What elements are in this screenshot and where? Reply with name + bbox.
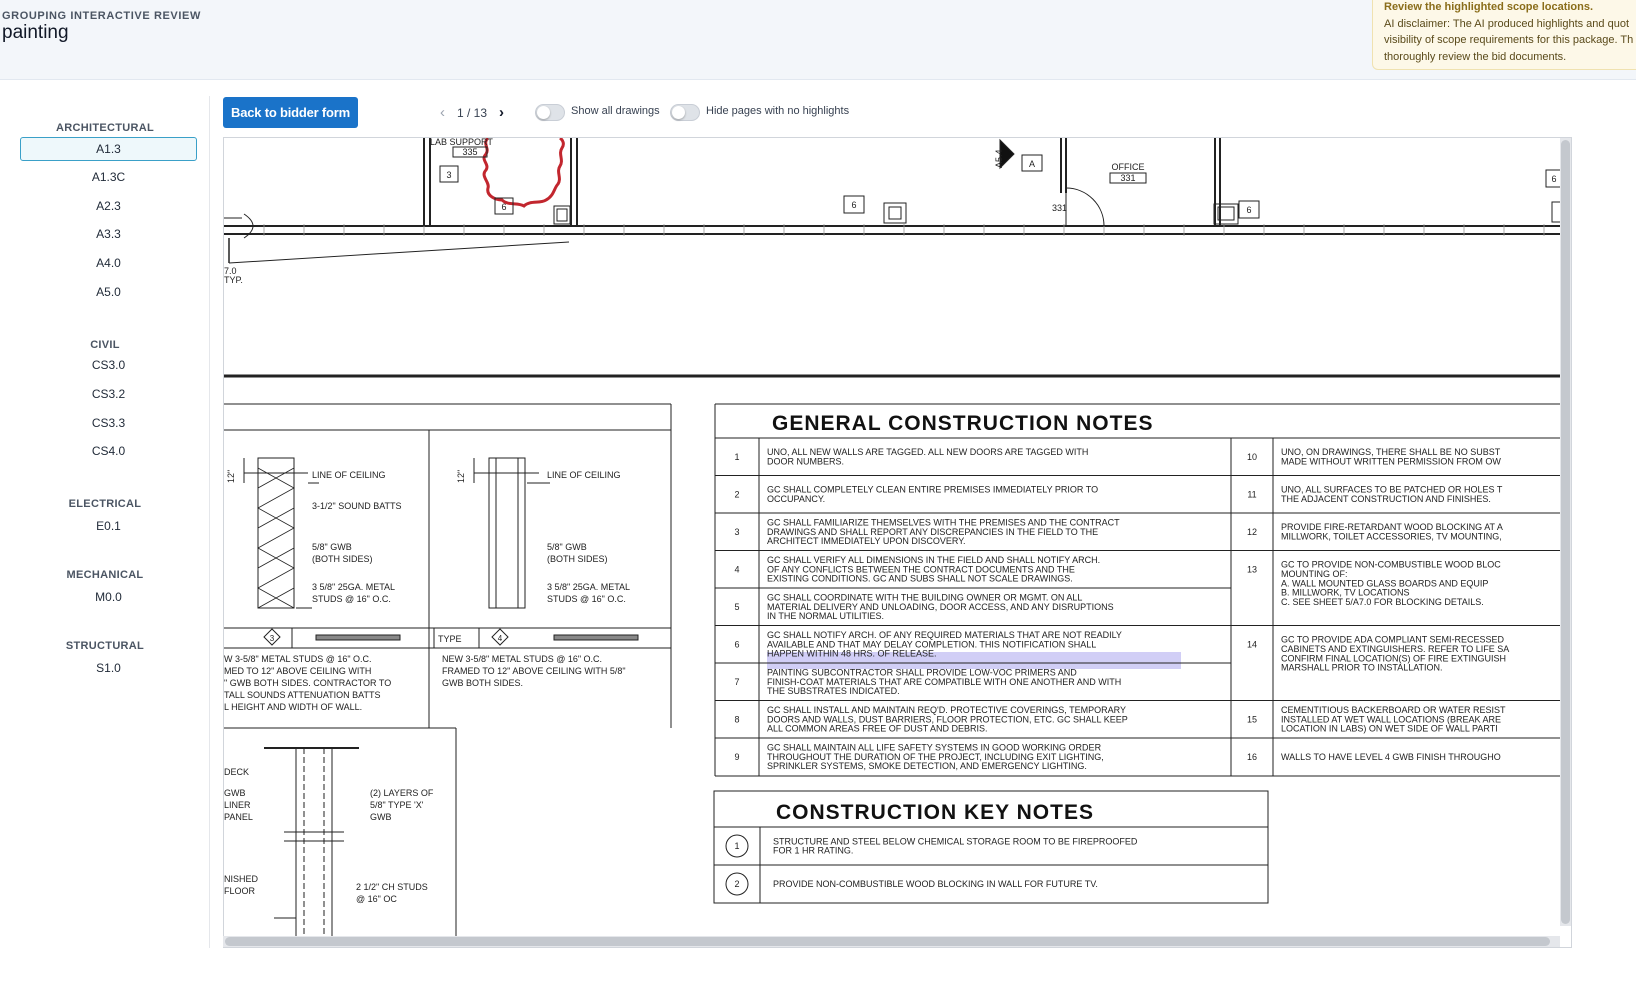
note-text: GC SHALL NOTIFY ARCH. OF ANY REQUIRED MATERIALS THAT ARE NOT READILY bbox=[767, 629, 1122, 640]
wall-tag-6: 6 bbox=[851, 200, 857, 210]
deck-label: DECK bbox=[224, 767, 250, 777]
note-text: THE SUBSTRATES INDICATED. bbox=[767, 686, 900, 697]
disclaimer-heading: Review the highlighted scope locations. bbox=[1384, 1, 1594, 13]
note-text: DOORS AND WALLS, DUST BARRIERS, FLOOR PROTECTION, ETC. GC SHALL KEEP bbox=[767, 714, 1128, 725]
sidebar-group-electrical bbox=[0, 498, 210, 533]
sidebar-group-mechanical bbox=[0, 569, 210, 604]
note-text: THROUGHOUT THE DURATION OF THE PROJECT, INCLUDING EXIT LIGHTING, bbox=[767, 751, 1104, 762]
wall-tag-6: 6 bbox=[1246, 205, 1252, 215]
typ-label: TYP. bbox=[224, 275, 243, 285]
note-text: UNO, ALL NEW WALLS ARE TAGGED. ALL NEW DOORS ARE TAGGED WITH bbox=[767, 447, 1089, 458]
note-text: GC SHALL FAMILIARIZE THEMSELVES WITH THE PREMISES AND THE CONTRACT bbox=[767, 517, 1120, 528]
key-note-text: PROVIDE NON-COMBUSTIBLE WOOD BLOCKING IN WALL FOR FUTURE TV. bbox=[773, 879, 1098, 889]
page-title: painting bbox=[2, 22, 69, 43]
gwb-label: 5/8" GWB bbox=[312, 542, 352, 552]
room-label-office: OFFICE bbox=[1111, 162, 1145, 172]
elevation-tag: 7.0 bbox=[224, 266, 237, 276]
toggle-knob bbox=[537, 106, 550, 119]
key-note-number: 1 bbox=[734, 841, 740, 851]
note-text: AVAILABLE AND THAT MAY DELAY COMPLETION. THIS NOTIFICATION SHALL bbox=[767, 639, 1097, 650]
wall-type-desc: TALL SOUNDS ATTENUATION BATTS bbox=[224, 690, 381, 700]
page-navigator bbox=[440, 104, 504, 122]
sidebar-item-e0-1[interactable]: E0.1 bbox=[96, 519, 121, 533]
sidebar-group-label: MECHANICAL bbox=[66, 569, 144, 581]
sound-batts-label: 3-1/2" SOUND BATTS bbox=[312, 501, 402, 511]
note-text: WALLS TO HAVE LEVEL 4 GWB FINISH THROUGHO bbox=[1281, 751, 1501, 762]
note-text: GC TO PROVIDE NON-COMBUSTIBLE WOOD BLOC bbox=[1281, 559, 1501, 570]
layers-label: 5/8" TYPE 'X' bbox=[370, 800, 424, 810]
general-notes-left bbox=[715, 447, 1231, 771]
sidebar-item-a5-0[interactable]: A5.0 bbox=[96, 285, 121, 299]
note-number: 15 bbox=[1246, 714, 1258, 725]
note-text: B. MILLWORK, TV LOCATIONS bbox=[1281, 587, 1410, 598]
key-note-text: FOR 1 HR RATING. bbox=[773, 845, 854, 856]
sidebar-group-structural bbox=[0, 640, 210, 675]
finished-floor-label: FLOOR bbox=[224, 886, 256, 896]
vertical-scrollbar[interactable] bbox=[1560, 138, 1571, 926]
sidebar-group-label: ELECTRICAL bbox=[68, 498, 142, 510]
both-sides-label: (BOTH SIDES) bbox=[547, 554, 608, 564]
note-number: 3 bbox=[734, 526, 740, 537]
wall-tag-3: 3 bbox=[446, 170, 452, 180]
wall-type-desc: " GWB BOTH SIDES. CONTRACTOR TO bbox=[224, 678, 392, 688]
gwb-liner-label: LINER bbox=[224, 800, 251, 810]
note-text: DOOR NUMBERS. bbox=[767, 456, 845, 467]
note-text: OF ANY CONFLICTS BETWEEN THE CONTRACT DOCUMENTS AND THE bbox=[767, 564, 1075, 575]
sidebar-item-a3-3[interactable]: A3.3 bbox=[96, 227, 121, 241]
room-label-lab-support: LAB SUPPORT bbox=[430, 138, 493, 147]
sidebar-item-a2-3[interactable]: A2.3 bbox=[96, 199, 121, 213]
note-text: CEMENTITIOUS BACKERBOARD OR WATER RESIST bbox=[1281, 704, 1506, 715]
wall-tag-6: 6 bbox=[1551, 174, 1557, 184]
note-text: EXISTING CONDITIONS. GC AND SUBS SHALL NOT SCALE DRAWINGS. bbox=[767, 573, 1073, 584]
layers-label: (2) LAYERS OF bbox=[370, 788, 434, 798]
note-number: 1 bbox=[734, 451, 740, 462]
note-text: GC SHALL VERIFY ALL DIMENSIONS IN THE FIELD AND SHALL NOTIFY ARCH. bbox=[767, 554, 1101, 565]
dimension-label: 12" bbox=[226, 469, 236, 483]
door-tag-a: A bbox=[1028, 159, 1036, 169]
note-text: ARCHITECT IMMEDIATELY UPON DISCOVERY. bbox=[767, 536, 966, 547]
room-number-331: 331 bbox=[1120, 173, 1136, 183]
note-number: 8 bbox=[734, 714, 740, 725]
sidebar-item-m0-0[interactable]: M0.0 bbox=[95, 590, 122, 604]
note-text: GC SHALL COMPLETELY CLEAN ENTIRE PREMISES IMMEDIATELY PRIOR TO bbox=[767, 484, 1099, 495]
note-text: C. SEE SHEET 5/A7.0 FOR BLOCKING DETAILS. bbox=[1281, 597, 1484, 608]
line-of-ceiling-label: LINE OF CEILING bbox=[547, 470, 621, 480]
studs-label: 3 5/8" 25GA. METAL bbox=[547, 582, 631, 592]
wall-type-desc: GWB BOTH SIDES. bbox=[442, 678, 524, 688]
note-text: ALL COMMON AREAS FREE OF DUST AND DEBRIS. bbox=[767, 723, 988, 734]
ch-studs-label: 2 1/2" CH STUDS bbox=[356, 882, 428, 892]
ai-disclaimer-banner bbox=[1372, 0, 1636, 70]
note-text: MADE WITHOUT WRITTEN PERMISSION FROM OW bbox=[1281, 456, 1501, 467]
note-text: OCCUPANCY. bbox=[767, 493, 826, 504]
note-text: IN THE NORMAL UTILITIES. bbox=[767, 611, 885, 622]
wall-type-tag-4: 4 bbox=[497, 634, 503, 643]
note-text: INSTALLED AT WET WALL LOCATIONS (BREAK ARE bbox=[1281, 714, 1502, 725]
note-number: 2 bbox=[734, 489, 740, 500]
sidebar-group-label: STRUCTURAL bbox=[65, 640, 145, 652]
sidebar-group-civil bbox=[0, 339, 210, 458]
note-number: 4 bbox=[734, 564, 740, 575]
note-text: CONFIRM FINAL LOCATION(S) OF FIRE EXTINGUISH bbox=[1281, 653, 1507, 664]
section-ref-a54: A5.4 bbox=[994, 149, 1004, 168]
finished-floor-label: NISHED bbox=[224, 874, 259, 884]
note-number: 13 bbox=[1246, 564, 1258, 575]
line-of-ceiling-label: LINE OF CEILING bbox=[312, 470, 386, 480]
note-number: 14 bbox=[1246, 639, 1258, 650]
key-notes-title: CONSTRUCTION KEY NOTES bbox=[776, 801, 1094, 824]
sidebar-item-cs3-0[interactable]: CS3.0 bbox=[91, 358, 126, 372]
drawing-sheet bbox=[224, 138, 1572, 948]
note-text: MARSHALL PRIOR TO INSTALLATION. bbox=[1281, 662, 1443, 673]
sidebar-group-label: ARCHITECTURAL bbox=[55, 122, 154, 134]
key-note-text: STRUCTURE AND STEEL BELOW CHEMICAL STORAGE ROOM TO BE FIREPROOFED bbox=[773, 836, 1138, 847]
note-number: 12 bbox=[1246, 526, 1258, 537]
sidebar-group-architectural bbox=[0, 122, 210, 299]
note-text: THE ADJACENT CONSTRUCTION AND FINISHES. bbox=[1281, 493, 1491, 504]
layers-label: GWB bbox=[370, 812, 392, 822]
note-text: GC SHALL COORDINATE WITH THE BUILDING OWNER OR MGMT. ON ALL bbox=[767, 592, 1083, 603]
note-number: 6 bbox=[734, 639, 740, 650]
studs-label: STUDS @ 16" O.C. bbox=[547, 594, 626, 604]
sheet-sidebar bbox=[0, 96, 210, 948]
studs-label: STUDS @ 16" O.C. bbox=[312, 594, 391, 604]
sidebar-item-a1-3c[interactable]: A1.3C bbox=[91, 170, 126, 184]
disclaimer-line: thoroughly review the bid documents. bbox=[1384, 50, 1567, 63]
sidebar-group-label: CIVIL bbox=[90, 339, 120, 351]
room-number-335: 335 bbox=[462, 147, 478, 157]
note-text: MILLWORK, TOILET ACCESSORIES, TV MOUNTING, bbox=[1281, 531, 1502, 542]
hide-pages-toggle[interactable] bbox=[670, 104, 700, 121]
studs-label: 3 5/8" 25GA. METAL bbox=[312, 582, 396, 592]
general-notes-right bbox=[1231, 447, 1572, 762]
hide-pages-label: Hide pages with no highlights bbox=[706, 105, 850, 117]
wall-type-desc: L HEIGHT AND WIDTH OF WALL. bbox=[224, 702, 363, 712]
wall-type-desc: MED TO 12" ABOVE CEILING WITH bbox=[224, 666, 372, 676]
key-notes-list bbox=[734, 836, 1137, 889]
page-header bbox=[0, 0, 1636, 80]
gwb-liner-label: PANEL bbox=[224, 812, 253, 822]
scrollbar-thumb[interactable] bbox=[225, 937, 1550, 946]
general-notes-title: GENERAL CONSTRUCTION NOTES bbox=[772, 412, 1154, 435]
type-label: TYPE bbox=[438, 634, 462, 644]
note-text: UNO, ALL SURFACES TO BE PATCHED OR HOLES T bbox=[1281, 484, 1503, 495]
note-text: PAINTING SUBCONTRACTOR SHALL PROVIDE LOW-VOC PRIMERS AND bbox=[767, 667, 1077, 678]
toggle-knob bbox=[672, 106, 685, 119]
note-text: LOCATION IN LABS) ON WET SIDE OF WALL PARTI bbox=[1281, 723, 1498, 734]
sidebar-item-cs3-2[interactable]: CS3.2 bbox=[91, 387, 126, 401]
sidebar-item-a4-0[interactable]: A4.0 bbox=[96, 256, 121, 270]
gwb-liner-label: GWB bbox=[224, 788, 246, 798]
wall-type-desc: FRAMED TO 12" ABOVE CEILING WITH 5/8" bbox=[442, 666, 626, 676]
next-page-icon[interactable]: › bbox=[499, 104, 505, 121]
note-text: MOUNTING OF: bbox=[1281, 568, 1348, 579]
show-all-drawings-toggle[interactable] bbox=[535, 104, 565, 121]
both-sides-label: (BOTH SIDES) bbox=[312, 554, 373, 564]
key-note-number: 2 bbox=[734, 879, 740, 889]
prev-page-icon[interactable]: ‹ bbox=[440, 104, 445, 121]
note-number: 5 bbox=[734, 601, 740, 612]
note-text: GC SHALL MAINTAIN ALL LIFE SAFETY SYSTEMS IN GOOD WORKING ORDER bbox=[767, 742, 1102, 753]
wall-tag-6: 6 bbox=[501, 202, 507, 212]
note-text: CABINETS AND EXTINGUISHERS. REFER TO LIFE SA bbox=[1281, 643, 1510, 654]
note-number: 11 bbox=[1247, 489, 1257, 500]
note-text: DRAWINGS AND SHALL REPORT ANY DISCREPANCIES IN THE FIELD TO THE bbox=[767, 526, 1099, 537]
sidebar-item-cs4-0[interactable]: CS4.0 bbox=[91, 444, 126, 458]
show-all-drawings-label: Show all drawings bbox=[571, 105, 660, 117]
note-text: MATERIAL DELIVERY AND UNLOADING, DOOR ACCESS, AND ANY DISRUPTIONS bbox=[767, 601, 1114, 612]
ch-studs-label: @ 16" OC bbox=[356, 894, 397, 904]
wall-type-desc: W 3-5/8" METAL STUDS @ 16" O.C. bbox=[224, 654, 372, 664]
back-to-bidder-form-button[interactable]: Back to bidder form bbox=[223, 97, 358, 128]
note-number: 7 bbox=[734, 676, 740, 687]
horizontal-scrollbar[interactable] bbox=[223, 936, 1560, 947]
note-text: SPRINKLER SYSTEMS, SMOKE DETECTION, AND EMERGENCY LIGHTING. bbox=[767, 761, 1087, 772]
note-text: PROVIDE FIRE-RETARDANT WOOD BLOCKING AT A bbox=[1281, 522, 1503, 533]
page-eyebrow: GROUPING INTERACTIVE REVIEW bbox=[2, 10, 201, 22]
note-text: FINISH-COAT MATERIALS THAT ARE COMPATIBLE WITH ONE ANOTHER AND WITH bbox=[767, 676, 1122, 687]
note-text: HAPPEN WITHIN 48 HRS. OF RELEASE. bbox=[767, 648, 937, 659]
wall-type-tag-3: 3 bbox=[269, 634, 275, 643]
drawing-viewer[interactable] bbox=[223, 137, 1572, 948]
wall-type-desc: NEW 3-5/8" METAL STUDS @ 16" O.C. bbox=[442, 654, 603, 664]
gwb-label: 5/8" GWB bbox=[547, 542, 587, 552]
note-text: GC TO PROVIDE ADA COMPLIANT SEMI-RECESSED bbox=[1281, 634, 1505, 645]
note-text: A. WALL MOUNTED GLASS BOARDS AND EQUIP bbox=[1281, 578, 1489, 589]
page-indicator: 1 / 13 bbox=[457, 106, 488, 120]
note-number: 9 bbox=[734, 751, 740, 762]
note-text: UNO, ON DRAWINGS, THERE SHALL BE NO SUBST bbox=[1281, 447, 1501, 458]
note-number: 16 bbox=[1246, 751, 1258, 762]
disclaimer-line: visibility of scope requirements for this package. Th bbox=[1384, 34, 1634, 46]
dimension-label: 12" bbox=[456, 469, 466, 483]
note-number: 10 bbox=[1246, 451, 1258, 462]
sidebar-item-cs3-3[interactable]: CS3.3 bbox=[91, 416, 126, 430]
sidebar-item-s1-0[interactable]: S1.0 bbox=[96, 661, 121, 675]
scrollbar-thumb[interactable] bbox=[1561, 140, 1570, 924]
note-text: GC SHALL INSTALL AND MAINTAIN REQ'D. PROTECTIVE COVERINGS, TEMPORARY bbox=[767, 704, 1126, 715]
door-number-331: 331 bbox=[1052, 203, 1068, 213]
sidebar-item-a1-3[interactable]: A1.3 bbox=[20, 137, 197, 161]
disclaimer-line: AI disclaimer: The AI produced highlights and quot bbox=[1384, 17, 1630, 30]
